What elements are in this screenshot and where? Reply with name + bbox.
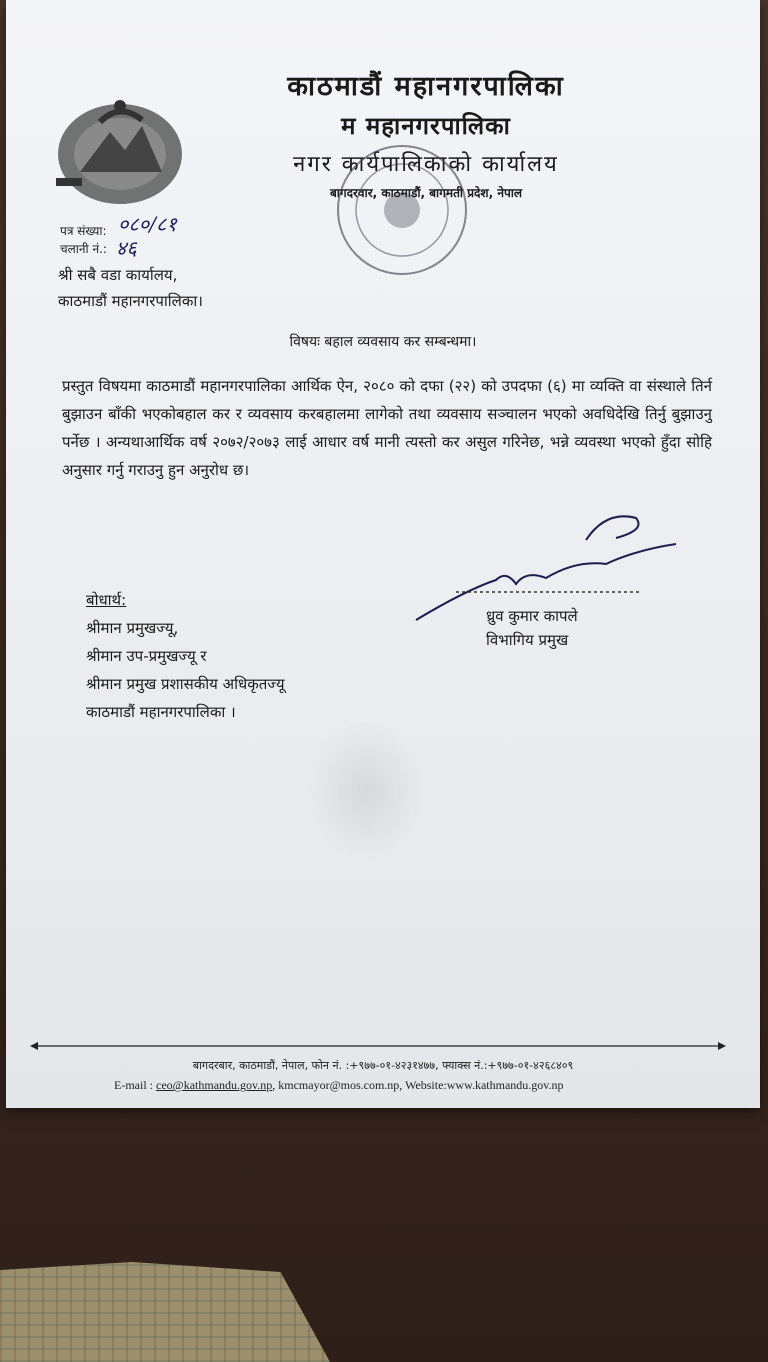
fabric-corner bbox=[0, 1262, 330, 1362]
cc-heading: बोधार्थ: bbox=[86, 591, 127, 609]
recipient-block bbox=[58, 262, 203, 314]
subject-line: विषयः बहाल व्यवसाय कर सम्बन्धमा। bbox=[289, 334, 477, 350]
cc-line: श्रीमान प्रमुखज्यू, bbox=[86, 619, 179, 637]
office-name: नगर कार्यपालिकाको कार्यालय bbox=[293, 152, 559, 177]
official-stamp-icon bbox=[332, 140, 472, 280]
recipient-line-2: काठमाडौं महानगरपालिका। bbox=[58, 292, 203, 310]
org-name: काठमाडौं महानगरपालिका bbox=[287, 71, 565, 102]
dispatch-no-label: चलानी नं.: bbox=[60, 242, 107, 256]
cc-block bbox=[86, 586, 285, 726]
signatory-title: विभागिय प्रमुख bbox=[486, 631, 569, 649]
cc-line: श्रीमान उप-प्रमुखज्यू र bbox=[86, 647, 207, 665]
cc-line: काठमाडौं महानगरपालिका । bbox=[86, 703, 236, 721]
letter-no-label: पत्र संख्या: bbox=[60, 224, 107, 238]
org-logo-text: म महानगरपालिका bbox=[341, 112, 511, 140]
footer-web bbox=[114, 1078, 564, 1093]
office-address: बागदरवार, काठमाडौं, बागमती प्रदेश, नेपाल bbox=[329, 186, 523, 200]
footer-rest: , kmcmayor@mos.com.np, Website:www.kathmandu.gov.np bbox=[272, 1078, 564, 1092]
reference-block bbox=[60, 222, 107, 258]
footer-divider bbox=[30, 1040, 726, 1052]
dispatch-no-handwritten: ४६ bbox=[116, 236, 137, 260]
cc-line: श्रीमान प्रमुख प्रशासकीय अधिकृतज्यू bbox=[86, 675, 285, 693]
email-link[interactable]: ceo@kathmandu.gov.np bbox=[156, 1078, 273, 1092]
signatory-name: ध्रुव कुमार कापले bbox=[486, 607, 578, 625]
letter-no-handwritten: ०८०/८१ bbox=[118, 212, 177, 236]
footer-contact: बागदरबार, काठमाडौं, नेपाल, फोन नं. :+९७७-०१-४२३१४७७, फ्याक्स नं.:+९७७-०१-४२६८४०९ bbox=[192, 1059, 574, 1072]
letter-body: प्रस्तुत विषयमा काठमाडौं महानगरपालिका आर्थिक ऐन, २०८० को दफा (२२) को उपदफा (६) मा व्यक्ति वा संस्थाले तिर्न बुझाउन बाँकी भएकोबहाल कर र व्यवसाय करबहालमा लागेको तथा व्यवसाय सञ्चालन भएको अवधिदेखि तिर्नु बुझाउनु पर्नेछ । अन्यथाआर्थिक वर्ष २०७२/२०७३ लाई आधार वर्ष मानी त्यस्तो कर असुल गरिनेछ, भन्ने व्यवस्था भएको हुँदा सोहि अनुसार गर्नु गराउनु हुन अनुरोध छ। bbox=[62, 377, 712, 479]
signatory-block bbox=[486, 604, 578, 652]
letter-paper bbox=[6, 0, 760, 1108]
recipient-line-1: श्री सबै वडा कार्यालय, bbox=[58, 266, 178, 284]
municipality-emblem-icon bbox=[50, 92, 190, 210]
email-label: E-mail : bbox=[114, 1078, 153, 1092]
